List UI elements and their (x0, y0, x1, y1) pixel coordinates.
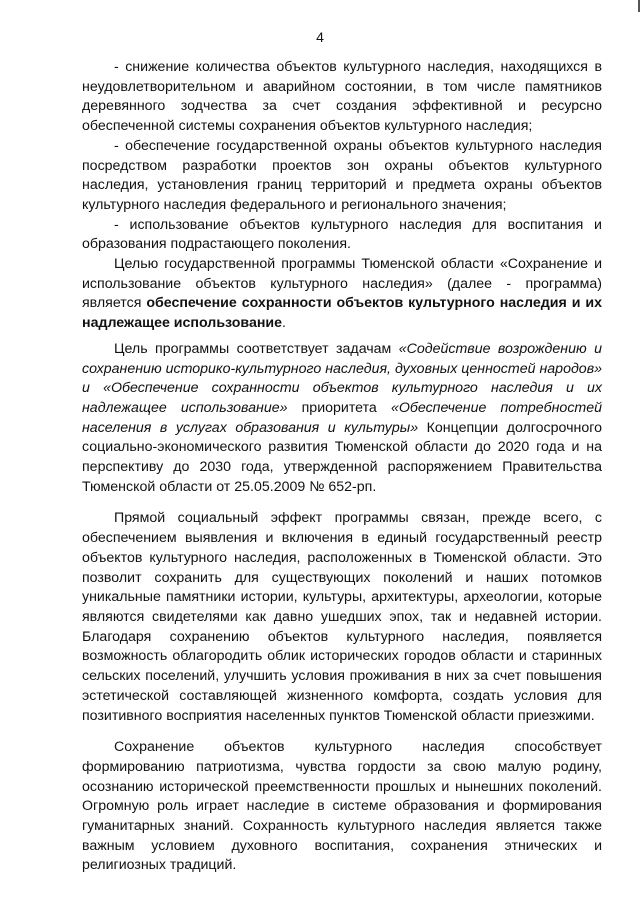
page-number: 4 (316, 29, 324, 45)
paragraph-bullet-3: - использование объектов культурного наследия для воспитания и образования подрастающего поколения. (82, 216, 602, 253)
paragraph-goal-tasks (82, 340, 602, 498)
paragraph-program-goal (82, 255, 602, 334)
paragraph-heritage-role: Сохранение объектов культурного наследия способствует формированию патриотизма, чувства гордости за свою малую родину, осознанию исторической преемственности прошлых и нынешних поколений. Огромную роль играет наследие в системе образования и формирования гуманитарных знаний. Сохранность культурного наследия является также важным условием духовного воспитания, сохранения этнических и религиозных традиций. (82, 739, 602, 874)
goal-lead-text: Целью государственной программы Тюменской области «Сохранение и использование объектов культурного наследия» (далее - программа) является (82, 256, 602, 312)
goal-bold-text: обеспечение сохранности объектов культурного наследия и их надлежащее использование (82, 295, 602, 332)
tasks-italic-2: «Обеспечение сохранности объектов культурного наследия и их надлежащее использование» (82, 380, 602, 416)
body-text (82, 58, 602, 876)
tasks-and-text: и (82, 380, 104, 397)
paragraph-social-effect: Прямой социальный эффект программы связан, прежде всего, с обеспечением выявления и включения в единый государственный реестр объектов культурного наследия, расположенных в Тюменской области. Это позволит сохранить для существующих поколений и наших потомков уникальные памятники истории, культуры, архитектуры, археологии, которые являются свидетелями как давно ушедших эпох, так и недавней истории. Благодаря сохранению объектов культурного наследия, появляется возможность облагородить облик исторических городов области и старинных сельских поселений, улучшить условия проживания в них за счет повышения эстетической составляющей жизненного комфорта, создать условия для позитивного восприятия населенных пунктов Тюменской области приезжими. (82, 510, 602, 724)
tasks-italic-3: «Обеспечение потребностей населения в услугах образования и культуры» (82, 399, 603, 436)
goal-tail-text: . (282, 315, 286, 332)
tasks-tail-text: Концепции долгосрочного социально-экономического развития Тюменской области до 2020 года и на перспективу до 2030 года, утвержденной распоряжением Правительства Тюменской области от 25.05.2009 № 652-рп. (82, 419, 602, 495)
paragraph-bullet-1: - снижение количества объектов культурного наследия, находящихся в неудовлетворительном и аварийном состоянии, в том числе памятников деревянного зодчества за счет создания эффективной и ресурсно обеспеченной системы сохранения объектов культурного наследия; (82, 59, 602, 135)
tasks-italic-1: «Содействие возрождению и сохранению историко-культурного наследия, духовных ценностей народов» (82, 340, 602, 377)
tasks-lead-text: Цель программы соответствует задачам (114, 340, 399, 357)
tasks-mid-text: приоритета (287, 399, 391, 416)
paragraph-bullet-2: - обеспечение государственной охраны объектов культурного наследия посредством разработки проектов зон охраны объектов культурного наследия, установления границ территорий и предмета охраны объектов культурного наследия федерального и регионального значения; (82, 137, 602, 213)
